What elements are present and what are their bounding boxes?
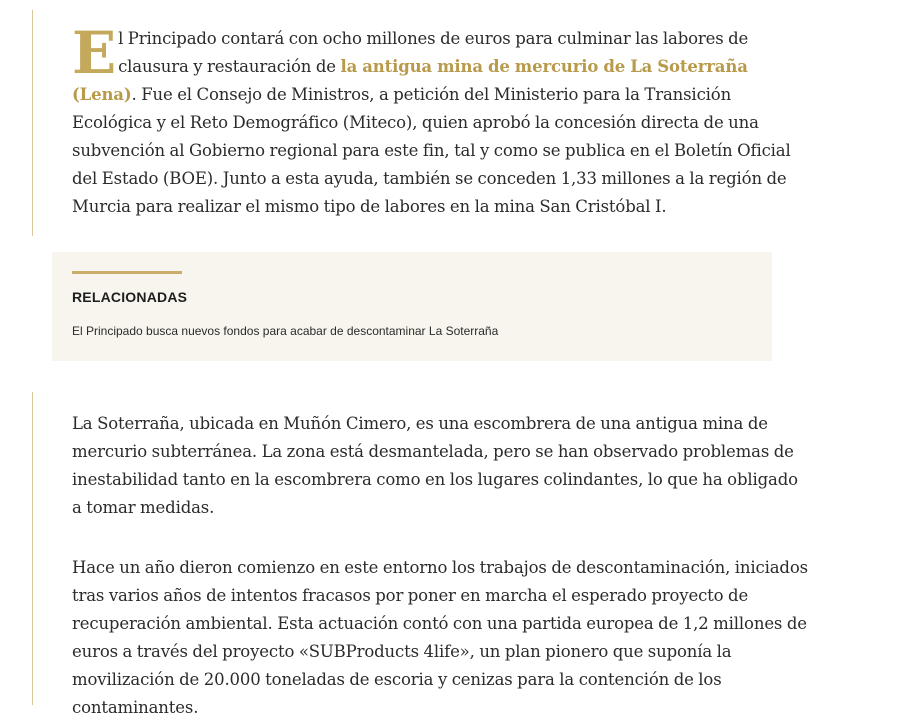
intro-text-start: l Principado contará con ocho millones de euros para culminar las labores de clausura y restauración de <box>118 29 749 76</box>
related-articles-box <box>52 252 772 361</box>
article-paragraph-3: Hace un año dieron comienzo en este entorno los trabajos de descontaminación, iniciados tras varios años de intentos fracasos por poner en marcha el esperado proyecto de recuperación ambiental. Esta actuación contó con una partida europea de 1,2 millones de euros a través del proyecto «SUBProducts 4life», un plan pionero que suponía la movilización de 20.000 toneladas de escoria y cenizas para la contención de los contaminantes. <box>72 558 808 717</box>
article-paragraph-intro <box>72 19 810 221</box>
inline-article-link[interactable]: la antigua mina de mercurio de La Soterraña (Lena) <box>72 57 748 104</box>
dropcap-letter: E <box>72 19 117 87</box>
intro-text-end: . Fue el Consejo de Ministros, a petición del Ministerio para la Transición Ecológica y el Reto Demográfico (Miteco), quien aprobó la concesión directa de una subvención al Gobierno regional para este fin, tal y como se publica en el Boletín Oficial del Estado (BOE). Junto a esta ayuda, también se conceden 1,33 millones a la región de Murcia para realizar el mismo tipo de labores en la mina San Cristóbal I. <box>72 85 791 216</box>
related-heading: RELACIONADAS <box>72 289 188 305</box>
related-accent-bar <box>72 271 182 274</box>
left-accent-rule <box>32 10 33 236</box>
article-paragraph-2: La Soterraña, ubicada en Muñón Cimero, es una escombrera de una antigua mina de mercurio subterránea. La zona está desmantelada, pero se han observado problemas de inestabilidad tanto en la escombrera como en los lugares colindantes, lo que ha obligado a tomar medidas. <box>72 414 798 517</box>
left-accent-rule-lower <box>32 392 33 705</box>
related-article-link[interactable]: El Principado busca nuevos fondos para acabar de descontaminar La Soterraña <box>72 324 499 338</box>
